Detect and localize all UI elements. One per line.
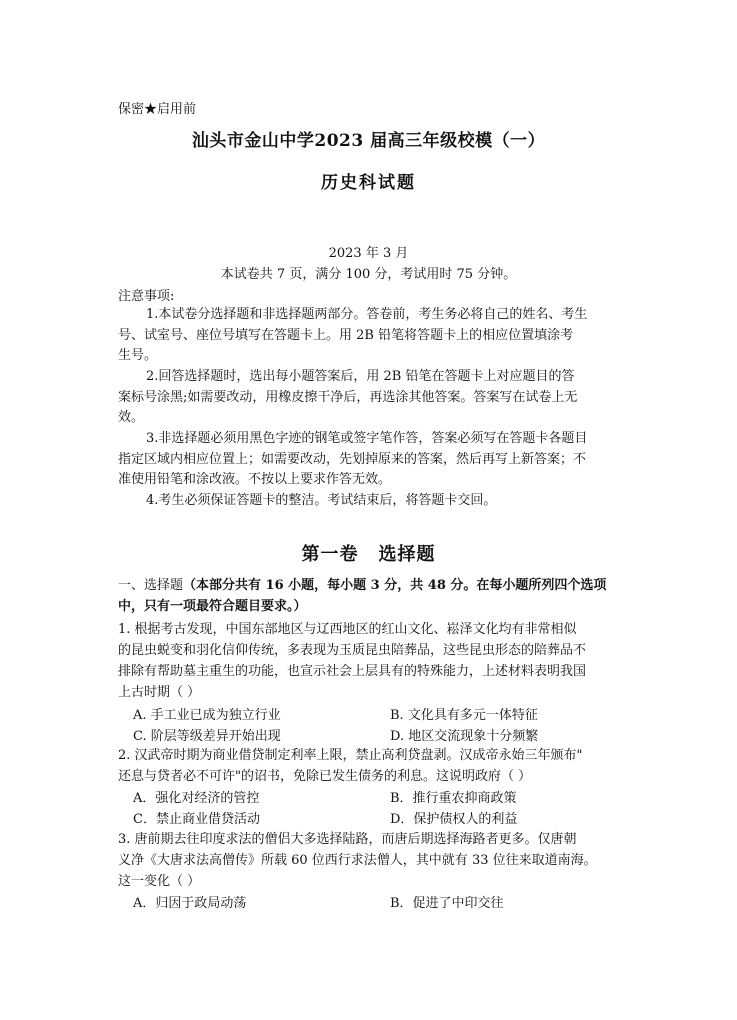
notes-heading: 注意事项: (118, 289, 175, 304)
question-line: 2. 汉武帝时期为商业借贷制定利率上限，禁止高利贷盘剥。汉成帝永始三年颁布" (118, 748, 583, 763)
instructions-line2: 中，只有一项最符合题目要求。） (118, 599, 307, 614)
exam-date: 2023 年 3 月 (328, 246, 409, 261)
note-item-2 (118, 367, 618, 429)
q1-option-b: B. 文化具有多元一体特征 (390, 708, 538, 723)
note-line: 指定区域内相应位置上；如需要改动，先划掉原来的答案，然后再写上新答案；不 (118, 451, 587, 467)
subject-title: 历史科试题 (321, 173, 416, 193)
q2-option-a: A．强化对经济的管控 (133, 791, 260, 806)
q1-option-d: D. 地区交流现象十分频繁 (390, 729, 539, 744)
question-line: 排除有帮助墓主重生的功能，也宣示社会上层具有的特殊能力，上述材料表明我国 (118, 664, 587, 679)
note-line: 准使用铅笔和涂改液。不按以上要求作答无效。 (118, 472, 392, 487)
confidential-label: 保密★启用前 (118, 102, 197, 117)
note-item-3 (118, 429, 618, 491)
question-line: 还息与贷者必不可许"的诏书，免除已发生债务的利息。这说明政府（ ） (118, 769, 532, 784)
question-line: 义净《大唐求法高僧传》所载 60 位西行求法僧人，其中就有 33 位往来取道南海。 (118, 853, 597, 868)
note-line: 效。 (118, 410, 145, 425)
question-line: 这一变化（ ） (118, 874, 201, 889)
q1-option-a: A. 手工业已成为独立行业 (133, 708, 281, 723)
question-line: 上古时期（ ） (118, 685, 201, 700)
exam-info: 本试卷共 7 页，满分 100 分，考试用时 75 分钟。 (220, 267, 517, 282)
q1-option-c: C. 阶层等级差异开始出现 (133, 729, 281, 744)
question-1 (118, 619, 622, 703)
note-line: 号、试室号、座位号填写在答题卡上。用 2B 铅笔将答题卡上的相应位置填涂考 (118, 327, 574, 343)
q3-option-b: B．促进了中印交往 (390, 896, 504, 911)
question-3 (118, 829, 622, 892)
q2-option-c: C．禁止商业借贷活动 (133, 812, 260, 827)
note-item-4 (118, 491, 618, 512)
note-line: 3.非选择题必须用黑色字迹的钢笔或签字笔作答，答案必须写在答题卡各题目 (146, 431, 588, 446)
section-heading (0, 540, 737, 566)
q2-option-d: D．保护债权人的利益 (390, 812, 518, 827)
question-2 (118, 745, 622, 787)
instructions-bold: （本部分共有 16 小题，每小题 3 分，共 48 分。在每小题所列四个选项 (183, 578, 607, 593)
note-line: 案标号涂黑;如需要改动，用橡皮擦干净后，再选涂其他答案。答案写在试卷上无 (118, 389, 578, 405)
note-line: 生号。 (118, 348, 158, 363)
q3-option-a: A．归因于政局动荡 (133, 896, 247, 911)
instructions (118, 575, 622, 617)
question-line: 3. 唐前期去往印度求法的僧侣大多选择陆路，而唐后期选择海路者更多。仅唐朝 (118, 832, 577, 847)
note-item-1 (118, 305, 618, 367)
note-line: 2.回答选择题时，选出每小题答案后，用 2B 铅笔在答题卡上对应题目的答 (146, 369, 575, 384)
exam-title: 汕头市金山中学2023 届高三年级校模（一） (191, 131, 546, 151)
section-part: 第一卷 (301, 544, 359, 565)
instructions-prefix: 一、选择题 (118, 578, 184, 593)
section-name: 选择题 (378, 544, 436, 565)
q2-option-b: B．推行重农抑商政策 (390, 791, 517, 806)
note-line: 1.本试卷分选择题和非选择题两部分。答卷前，考生务必将自己的姓名、考生 (146, 307, 588, 322)
question-line: 的昆虫蜕变和羽化信仰传统，多表现为玉质昆虫陪葬品，这些昆虫形态的陪葬品不 (118, 643, 587, 658)
question-line: 1. 根据考古发现，中国东部地区与辽西地区的红山文化、崧泽文化均有非常相似 (118, 622, 577, 637)
note-line: 4.考生必须保证答题卡的整洁。考试结束后，将答题卡交回。 (146, 493, 497, 508)
